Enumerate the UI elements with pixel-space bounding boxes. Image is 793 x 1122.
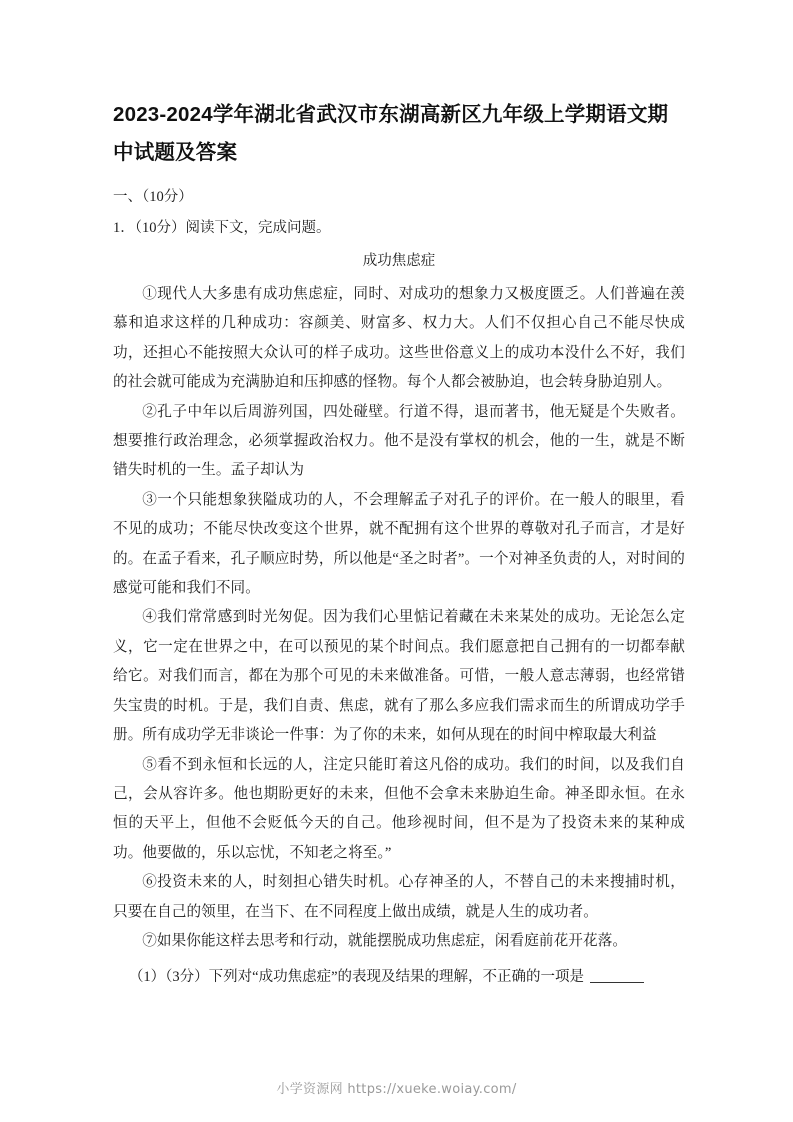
sub-question-1-text: （1）（3分）下列对“成功焦虑症”的表现及结果的理解，不正确的一项是 <box>128 969 585 986</box>
paragraph-6: ⑥投资未来的人，时刻担心错失时机。心存神圣的人，不替自己的未来搜捕时机，只要在自己的领里，在当下、在不同程度上做出成绩，就是人生的成功者。 <box>113 874 685 920</box>
article-title: 成功焦虑症 <box>362 253 436 269</box>
section-heading: 一、（10分） <box>113 189 193 205</box>
paragraph-7: ⑦如果你能这样去思考和行动，就能摆脱成功焦虑症，闲看庭前花开花落。 <box>142 932 628 949</box>
watermark: 小学资源网 https://xueke.woiay.com/ <box>276 1082 517 1097</box>
paragraph-5: ⑤看不到永恒和长远的人，注定只能盯着这凡俗的成功。我们的时间，以及我们自己，会从容许多。他也期盼更好的未来，但他不会拿未来胁迫生命。神圣即永恒。在永恒的天平上，但他不会贬低今天的自己。他珍视时间，但不是为了投资未来的某种成功。他要做的，乐以忘忧，不知老之将至。” <box>113 756 685 861</box>
paragraph-4: ④我们常常感到时光匆促。因为我们心里惦记着藏在未来某处的成功。无论怎么定义，它一定在世界之中，在可以预见的某个时间点。我们愿意把自己拥有的一切都奉献给它。对我们而言，都在为那个可见的未来做准备。可惜，一般人意志薄弱，也经常错失宝贵的时机。于是，我们自责、焦虑，就有了那么多应我们需求而生的所谓成功学手册。所有成功学无非谈论一件事：为了你的未来，如何从现在的时间中榨取最大利益 <box>113 609 685 744</box>
sub-question-1 <box>113 962 685 992</box>
answer-blank[interactable] <box>590 969 644 983</box>
paragraph-1: ①现代人大多患有成功焦虑症，同时、对成功的想象力又极度匮乏。人们普遍在羡慕和追求这样的几种成功：容颜美、财富多、权力大。人们不仅担心自己不能尽快成功，还担心不能按照大众认可的样子成功。这些世俗意义上的成功本没什么不好，我们的社会就可能成为充满胁迫和压抑感的怪物。每个人都会被胁迫，也会转身胁迫别人。 <box>113 286 685 391</box>
document-content <box>113 96 685 992</box>
paragraph-3: ③一个只能想象狭隘成功的人，不会理解孟子对孔子的评价。在一般人的眼里，看不见的成功；不能尽快改变这个世界，就不配拥有这个世界的尊敬对孔子而言，才是好的。在孟子看来，孔子顺应时势，所以他是“圣之时者”。一个对神圣负责的人，对时间的感觉可能和我们不同。 <box>113 491 685 597</box>
question-intro: 1．（10分）阅读下文，完成问题。 <box>113 220 331 236</box>
page-title: 2023-2024学年湖北省武汉市东湖高新区九年级上学期语文期中试题及答案 <box>113 103 669 164</box>
paragraph-2: ②孔子中年以后周游列国，四处碰壁。行道不得，退而著书，他无疑是个失败者。想要推行政治理念，必须掌握政治权力。他不是没有掌权的机会，他的一生，就是不断错失时机的一生。孟子却认为 <box>113 403 685 479</box>
